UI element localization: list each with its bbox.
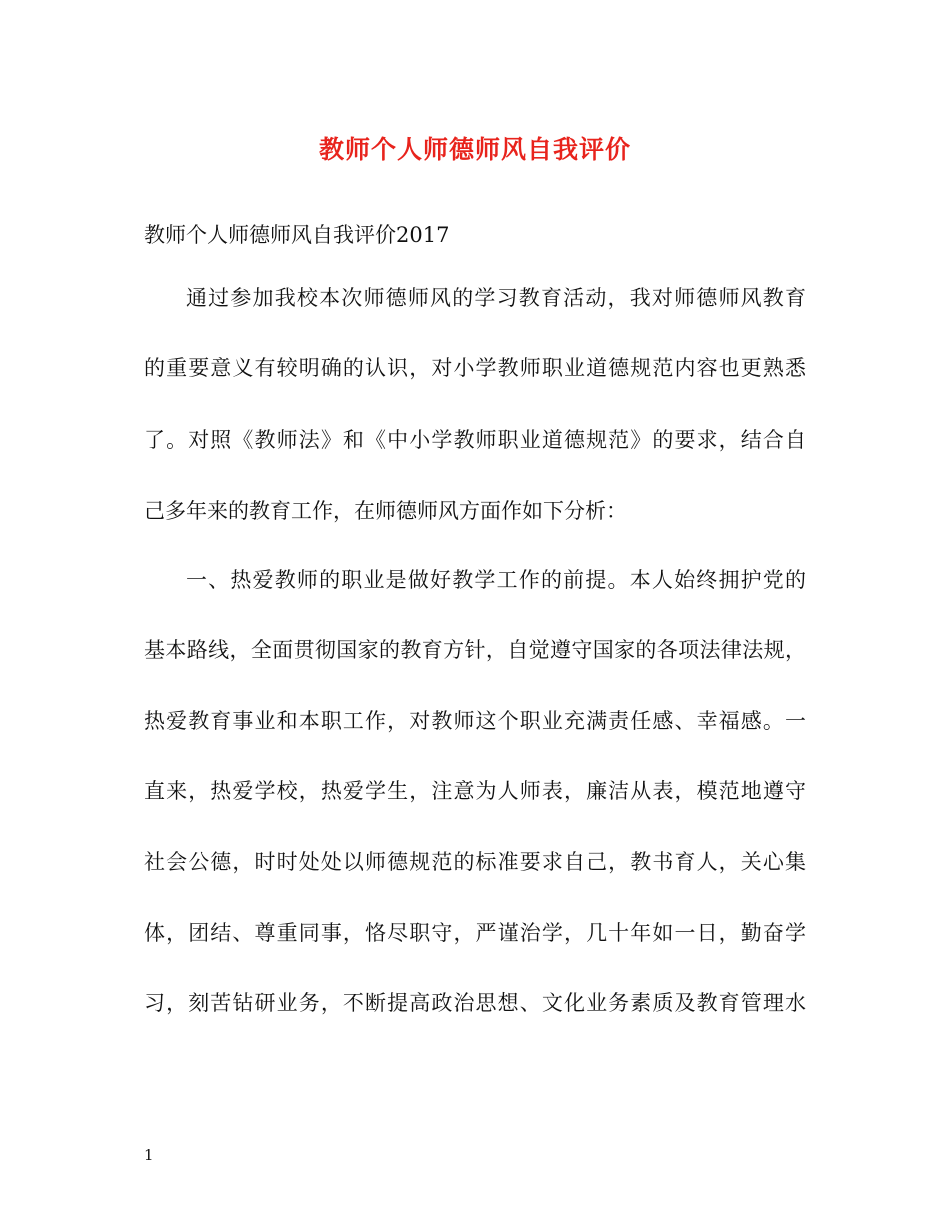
paragraph-2-line-7: 习，刻苦钻研业务，不断提高政治思想、文化业务素质及教育管理水 <box>144 991 806 1015</box>
paragraph-1-line-3: 了。对照《教师法》和《中小学教师职业道德规范》的要求，结合自 <box>144 428 806 452</box>
paragraph-1-line-4: 己多年来的教育工作，在师德师风方面作如下分析： <box>144 499 627 523</box>
page-number: 1 <box>144 1146 154 1164</box>
paragraph-2-line-3: 热爱教育事业和本职工作，对教师这个职业充满责任感、幸福感。一 <box>144 709 806 733</box>
document-subtitle: 教师个人师德师风自我评价2017 <box>144 223 450 247</box>
paragraph-1-line-1: 通过参加我校本次师德师风的学习教育活动，我对师德师风教育 <box>186 286 806 310</box>
paragraph-2-line-2: 基本路线，全面贯彻国家的教育方针，自觉遵守国家的各项法律法规， <box>144 638 806 662</box>
paragraph-2-line-1: 一、热爱教师的职业是做好教学工作的前提。本人始终拥护党的 <box>186 568 806 592</box>
paragraph-2-line-5: 社会公德，时时处处以师德规范的标准要求自己，教书育人，关心集 <box>144 850 806 874</box>
paragraph-1-line-2: 的重要意义有较明确的认识，对小学教师职业道德规范内容也更熟悉 <box>144 356 806 380</box>
paragraph-2-line-6: 体，团结、尊重同事，恪尽职守，严谨治学，几十年如一日，勤奋学 <box>144 921 806 945</box>
paragraph-2-line-4: 直来，热爱学校，热爱学生，注意为人师表，廉洁从表，模范地遵守 <box>144 779 806 803</box>
document-title: 教师个人师德师风自我评价 <box>318 135 631 164</box>
